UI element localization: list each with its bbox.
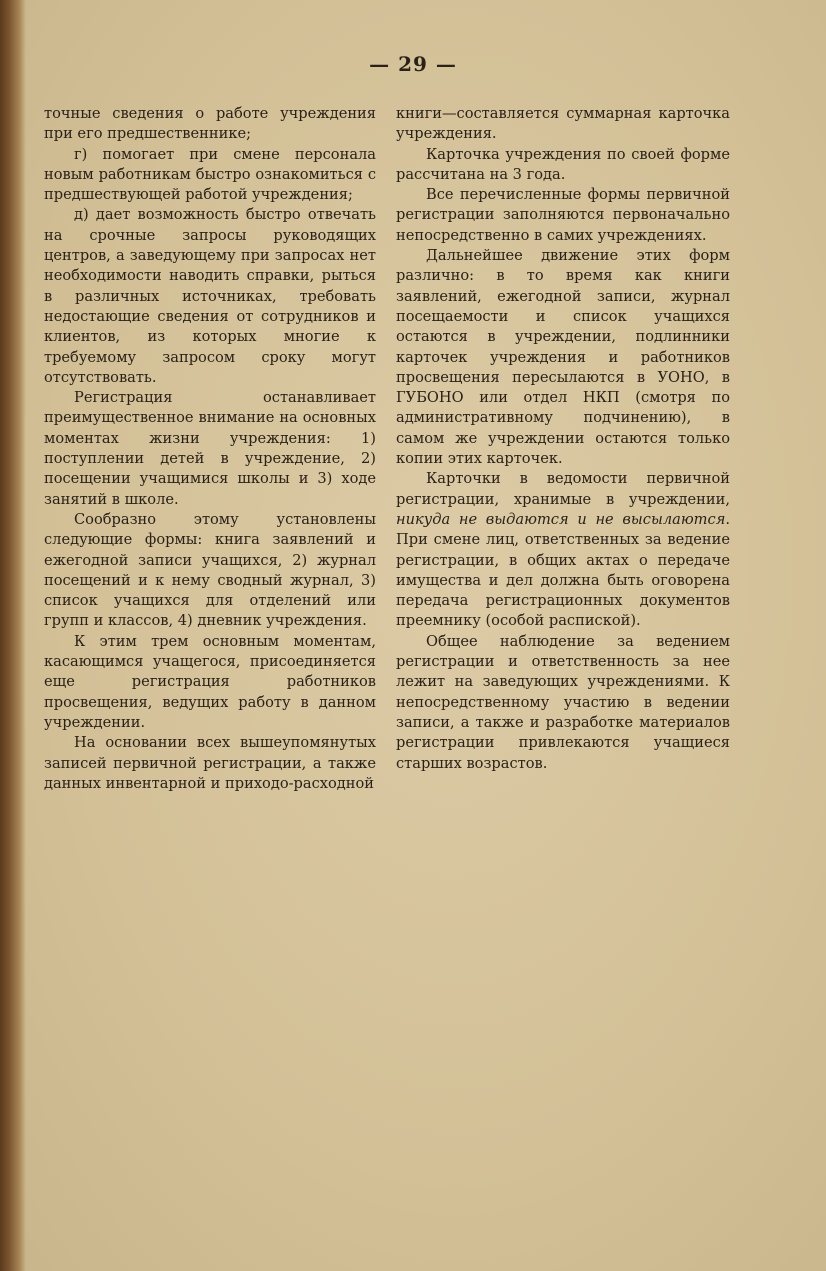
paragraph: Карточка учреждения по своей форме рассчитана на 3 года. — [396, 145, 730, 183]
paragraph: Общее наблюдение за ведением регистрации и ответственность за нее лежит на заведующих учреждениями. К непосредственному участию в ведении записи, а также и разработке материалов регистрации привлекаются учащиеся старших возрастов. — [396, 632, 730, 772]
paragraph: Все перечисленные формы первичной регистрации заполняются первоначально непосредственно в самих учреждениях. — [396, 186, 730, 244]
paragraph: точные сведения о работе учреждения при его предшественнике; — [44, 105, 376, 143]
paragraph: г) помогает при смене персонала новым работникам быстро ознакомиться с предшествующей работой учреждения; — [44, 145, 376, 204]
right-column — [396, 104, 730, 774]
text-run: . При смене лиц, ответственных за ведение регистрации, в общих актах о передаче имущества и дел должна быть оговорена передача регистрационных документов преемнику (особой распиской). — [396, 510, 730, 630]
page-number: — 29 — — [369, 52, 457, 76]
paragraph: Регистрация останавливает преимущественное внимание на основных моментах жизни учреждения: 1) поступлении детей в учреждение, 2) посещении учащимися школы и 3) ходе занятий в школе. — [44, 389, 376, 508]
paragraph: книги—составляется суммарная карточка учреждения. — [396, 105, 730, 143]
paragraph: К этим трем основным моментам, касающимся учащегося, присоединяется еще регистрация работников просвещения, ведущих работу в данном учреждении. — [44, 632, 376, 731]
paragraph: д) дает возможность быстро отвечать на срочные запросы руководящих центров, а заведующему при запросах нет необходимости наводить справки, рыться в различных источниках, требовать недостающие сведения от сотрудников и клиентов, из которых многие к требуемому запросом сроку могут отсутствовать. — [44, 206, 376, 386]
book-spine-edge — [0, 0, 26, 1271]
emphasized-text: никуда не выдаются и не высылаются — [396, 510, 726, 528]
text-run: Карточки в ведомости первичной регистрации, хранимые в учреждении, — [396, 470, 730, 508]
paragraph: На основании всех вышеупомянутых записей первичной регистрации, а также данных инвентарной и приходо-расходной — [44, 734, 376, 792]
left-column — [44, 104, 376, 794]
paragraph: Сообразно этому установлены следующие формы: книга заявлений и ежегодной записи учащихся, 2) журнал посещений и к нему сводный журнал, 3) список учащихся для отделений или групп и классов, 4) дневник учреждения. — [44, 510, 376, 630]
paragraph: Дальнейшее движение этих форм различно: в то время как книги заявлений, ежегодной записи, журнал посещаемости и список учащихся остаются в учреждении, подлинники карточек учреждения и работников просвещения пересылаются в УОНО, в ГУБОНО или отдел НКП (смотря по административному подчинению), в самом же учреждении остаются только копии этих карточек. — [396, 247, 730, 468]
paragraph-with-emphasis — [396, 469, 730, 631]
